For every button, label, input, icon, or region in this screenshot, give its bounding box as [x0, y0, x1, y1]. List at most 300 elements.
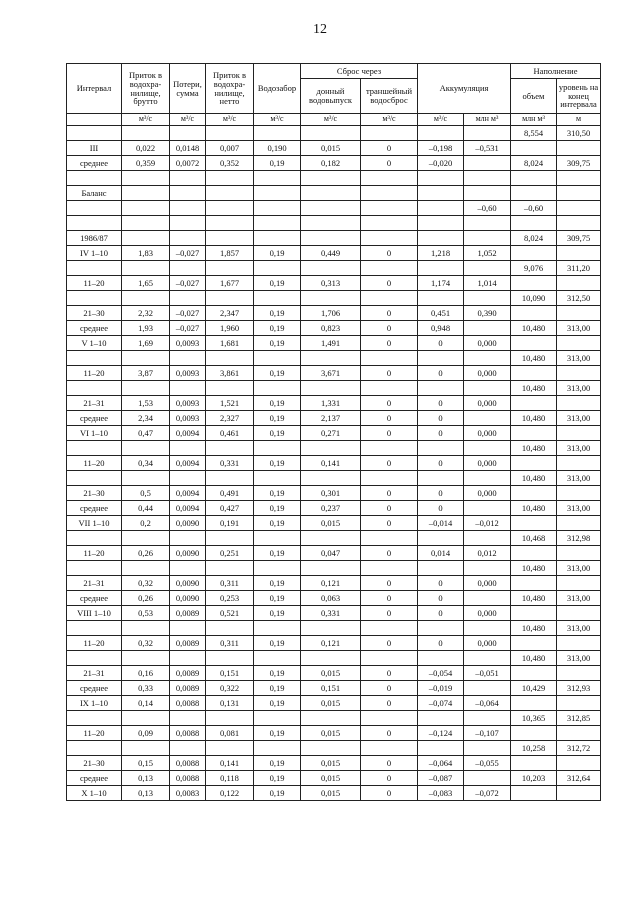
value-cell: 1,857	[206, 246, 254, 261]
value-cell: 0,427	[206, 501, 254, 516]
value-cell	[511, 276, 557, 291]
unit-cell: м³/с	[122, 114, 170, 126]
value-cell	[206, 651, 254, 666]
interval-cell: VI 1–10	[67, 426, 122, 441]
value-cell	[511, 606, 557, 621]
value-cell: 0,015	[301, 666, 361, 681]
value-cell: 312,85	[557, 711, 601, 726]
unit-cell-empty	[67, 114, 122, 126]
value-cell: 0,32	[122, 576, 170, 591]
table-row	[67, 756, 601, 771]
unit-cell: м	[557, 114, 601, 126]
value-cell	[301, 126, 361, 141]
value-cell	[464, 771, 511, 786]
value-cell: –0,074	[418, 696, 464, 711]
value-cell	[464, 351, 511, 366]
value-cell	[557, 546, 601, 561]
value-cell	[122, 231, 170, 246]
value-cell	[254, 261, 301, 276]
value-cell: 313,00	[557, 381, 601, 396]
value-cell: 0	[418, 576, 464, 591]
interval-cell	[67, 381, 122, 396]
value-cell: 10,480	[511, 501, 557, 516]
value-cell	[206, 126, 254, 141]
value-cell: 313,00	[557, 591, 601, 606]
value-cell: 0,190	[254, 141, 301, 156]
interval-cell: 1986/87	[67, 231, 122, 246]
value-cell: 0,19	[254, 156, 301, 171]
value-cell	[557, 606, 601, 621]
value-cell: 1,218	[418, 246, 464, 261]
value-cell: 0,253	[206, 591, 254, 606]
header-intake: Водозабор	[254, 64, 301, 114]
value-cell: 0,015	[301, 696, 361, 711]
value-cell	[122, 261, 170, 276]
table-row	[67, 366, 601, 381]
value-cell: 0,13	[122, 771, 170, 786]
value-cell	[254, 351, 301, 366]
value-cell: 0,0088	[170, 726, 206, 741]
value-cell	[418, 216, 464, 231]
value-cell: 0	[418, 486, 464, 501]
value-cell: 0	[361, 306, 418, 321]
value-cell: 0,15	[122, 756, 170, 771]
interval-cell: 21–31	[67, 666, 122, 681]
value-cell: 0,19	[254, 636, 301, 651]
value-cell: 0	[361, 786, 418, 801]
value-cell	[557, 456, 601, 471]
value-cell: 0	[361, 636, 418, 651]
header-level-end: уровень на конец интервала	[557, 79, 601, 114]
table-row	[67, 771, 601, 786]
table-row	[67, 141, 601, 156]
value-cell: 1,677	[206, 276, 254, 291]
value-cell: 0,0148	[170, 141, 206, 156]
value-cell: 0,19	[254, 786, 301, 801]
value-cell: 0,19	[254, 246, 301, 261]
value-cell	[511, 426, 557, 441]
interval-cell: V 1–10	[67, 336, 122, 351]
value-cell: 8,024	[511, 156, 557, 171]
value-cell	[557, 366, 601, 381]
value-cell	[122, 381, 170, 396]
value-cell	[301, 261, 361, 276]
value-cell: 0,19	[254, 426, 301, 441]
interval-cell: Баланс	[67, 186, 122, 201]
value-cell: 0,022	[122, 141, 170, 156]
value-cell	[254, 291, 301, 306]
value-cell	[361, 471, 418, 486]
value-cell	[464, 561, 511, 576]
value-cell: 313,00	[557, 411, 601, 426]
value-cell	[254, 471, 301, 486]
value-cell	[206, 711, 254, 726]
value-cell: 313,00	[557, 501, 601, 516]
value-cell	[511, 696, 557, 711]
table-row	[67, 591, 601, 606]
value-cell	[464, 171, 511, 186]
value-cell	[254, 201, 301, 216]
value-cell: 1,331	[301, 396, 361, 411]
value-cell: 0,0094	[170, 486, 206, 501]
table-row	[67, 651, 601, 666]
value-cell	[254, 216, 301, 231]
value-cell: 0	[361, 456, 418, 471]
value-cell: 0,0090	[170, 591, 206, 606]
value-cell	[206, 621, 254, 636]
value-cell	[557, 171, 601, 186]
value-cell: 0,271	[301, 426, 361, 441]
value-cell: 0,359	[122, 156, 170, 171]
value-cell: 0,19	[254, 501, 301, 516]
value-cell	[206, 261, 254, 276]
value-cell: 313,00	[557, 321, 601, 336]
value-cell: 313,00	[557, 351, 601, 366]
value-cell: 0,014	[418, 546, 464, 561]
table-row	[67, 426, 601, 441]
header-inflow-net: Приток в водохра-нилище, нетто	[206, 64, 254, 114]
value-cell	[170, 351, 206, 366]
value-cell	[170, 126, 206, 141]
value-cell: 0,015	[301, 726, 361, 741]
value-cell: 0,0093	[170, 366, 206, 381]
value-cell: 0,0090	[170, 576, 206, 591]
value-cell	[301, 171, 361, 186]
value-cell	[464, 741, 511, 756]
value-cell	[122, 471, 170, 486]
value-cell: –0,064	[418, 756, 464, 771]
table-row	[67, 336, 601, 351]
value-cell: 0,081	[206, 726, 254, 741]
table-row	[67, 501, 601, 516]
value-cell: 0,301	[301, 486, 361, 501]
value-cell	[254, 711, 301, 726]
interval-cell: 11–20	[67, 276, 122, 291]
value-cell	[301, 441, 361, 456]
value-cell: –0,051	[464, 666, 511, 681]
value-cell: 0	[361, 336, 418, 351]
value-cell	[170, 171, 206, 186]
interval-cell	[67, 711, 122, 726]
value-cell	[170, 231, 206, 246]
value-cell	[557, 756, 601, 771]
value-cell	[511, 516, 557, 531]
value-cell: 0	[361, 591, 418, 606]
value-cell	[418, 126, 464, 141]
value-cell: 0,000	[464, 606, 511, 621]
value-cell	[464, 621, 511, 636]
table-row	[67, 711, 601, 726]
value-cell: 313,00	[557, 441, 601, 456]
table-row	[67, 786, 601, 801]
value-cell: –0,124	[418, 726, 464, 741]
value-cell	[206, 291, 254, 306]
value-cell	[170, 711, 206, 726]
value-cell: 10,480	[511, 591, 557, 606]
value-cell: 0,19	[254, 681, 301, 696]
value-cell	[557, 636, 601, 651]
value-cell: –0,107	[464, 726, 511, 741]
value-cell: 0,122	[206, 786, 254, 801]
table-row	[67, 381, 601, 396]
value-cell	[361, 231, 418, 246]
value-cell	[361, 741, 418, 756]
interval-cell: среднее	[67, 156, 122, 171]
value-cell: 0	[418, 426, 464, 441]
value-cell	[361, 171, 418, 186]
interval-cell: 21–30	[67, 486, 122, 501]
value-cell: 0	[361, 156, 418, 171]
value-cell	[557, 426, 601, 441]
value-cell	[557, 186, 601, 201]
value-cell: 309,75	[557, 156, 601, 171]
value-cell	[464, 216, 511, 231]
value-cell: 8,554	[511, 126, 557, 141]
value-cell	[122, 441, 170, 456]
table-row	[67, 276, 601, 291]
value-cell: 0,0094	[170, 426, 206, 441]
value-cell: 0,26	[122, 546, 170, 561]
value-cell	[361, 126, 418, 141]
unit-cell: м³/с	[170, 114, 206, 126]
value-cell	[361, 711, 418, 726]
value-cell: 2,34	[122, 411, 170, 426]
value-cell: 0,0088	[170, 696, 206, 711]
value-cell: 1,53	[122, 396, 170, 411]
value-cell	[254, 381, 301, 396]
value-cell: 10,480	[511, 381, 557, 396]
value-cell: 0,823	[301, 321, 361, 336]
value-cell	[170, 186, 206, 201]
value-cell: 0,237	[301, 501, 361, 516]
value-cell: 1,69	[122, 336, 170, 351]
table-row	[67, 411, 601, 426]
value-cell: 0,19	[254, 366, 301, 381]
value-cell: 0,461	[206, 426, 254, 441]
value-cell: 1,706	[301, 306, 361, 321]
value-cell	[464, 711, 511, 726]
value-cell	[122, 291, 170, 306]
value-cell: 10,365	[511, 711, 557, 726]
value-cell: 0,0083	[170, 786, 206, 801]
value-cell	[511, 396, 557, 411]
interval-cell: VIII 1–10	[67, 606, 122, 621]
value-cell	[418, 291, 464, 306]
value-cell: 0	[418, 606, 464, 621]
value-cell: 0,000	[464, 486, 511, 501]
value-cell: 0,352	[206, 156, 254, 171]
value-cell: –0,60	[511, 201, 557, 216]
value-cell	[557, 666, 601, 681]
value-cell: 0,491	[206, 486, 254, 501]
interval-cell: среднее	[67, 411, 122, 426]
interval-cell: IV 1–10	[67, 246, 122, 261]
value-cell: 0	[361, 681, 418, 696]
value-cell	[511, 666, 557, 681]
value-cell: 310,50	[557, 126, 601, 141]
value-cell: 0,13	[122, 786, 170, 801]
value-cell: 0,19	[254, 411, 301, 426]
value-cell	[122, 216, 170, 231]
value-cell: –0,055	[464, 756, 511, 771]
value-cell: –0,027	[170, 276, 206, 291]
value-cell: 0	[418, 636, 464, 651]
value-cell	[464, 471, 511, 486]
interval-cell: среднее	[67, 771, 122, 786]
table-row	[67, 576, 601, 591]
value-cell: 0,44	[122, 501, 170, 516]
value-cell: 0,19	[254, 306, 301, 321]
value-cell	[511, 756, 557, 771]
value-cell	[301, 216, 361, 231]
value-cell	[557, 696, 601, 711]
value-cell: 0,0089	[170, 666, 206, 681]
value-cell: 0,19	[254, 666, 301, 681]
value-cell: 0,251	[206, 546, 254, 561]
value-cell: –0,027	[170, 306, 206, 321]
value-cell	[301, 381, 361, 396]
interval-cell: среднее	[67, 681, 122, 696]
value-cell: 0	[418, 396, 464, 411]
value-cell: 1,014	[464, 276, 511, 291]
interval-cell: X 1–10	[67, 786, 122, 801]
value-cell: 0,0088	[170, 771, 206, 786]
value-cell: 0	[361, 366, 418, 381]
header-interval: Интервал	[67, 64, 122, 114]
value-cell: 0,0093	[170, 396, 206, 411]
value-cell: –0,083	[418, 786, 464, 801]
table-row	[67, 156, 601, 171]
value-cell: 1,93	[122, 321, 170, 336]
value-cell	[361, 201, 418, 216]
interval-cell	[67, 261, 122, 276]
value-cell: 0	[361, 756, 418, 771]
value-cell: 3,861	[206, 366, 254, 381]
value-cell	[301, 651, 361, 666]
value-cell	[418, 351, 464, 366]
interval-cell	[67, 351, 122, 366]
table-row	[67, 561, 601, 576]
value-cell	[511, 306, 557, 321]
value-cell: 1,83	[122, 246, 170, 261]
value-cell	[206, 441, 254, 456]
value-cell: –0,087	[418, 771, 464, 786]
value-cell	[557, 576, 601, 591]
value-cell	[122, 621, 170, 636]
value-cell: 0,19	[254, 486, 301, 501]
table-row	[67, 171, 601, 186]
value-cell	[511, 366, 557, 381]
value-cell: 10,480	[511, 441, 557, 456]
value-cell	[301, 741, 361, 756]
value-cell	[418, 621, 464, 636]
table-row	[67, 246, 601, 261]
value-cell	[464, 261, 511, 276]
value-cell	[122, 711, 170, 726]
value-cell	[361, 216, 418, 231]
value-cell: 313,00	[557, 471, 601, 486]
value-cell: 0,47	[122, 426, 170, 441]
value-cell: 0	[361, 501, 418, 516]
table-row	[67, 726, 601, 741]
value-cell: 0	[361, 696, 418, 711]
value-cell: 0,19	[254, 396, 301, 411]
header-inflow-gross: Приток в водохра-нилище, брутто	[122, 64, 170, 114]
value-cell	[464, 381, 511, 396]
value-cell	[301, 351, 361, 366]
value-cell: 0	[361, 321, 418, 336]
table-row	[67, 306, 601, 321]
value-cell: 0,322	[206, 681, 254, 696]
value-cell	[206, 201, 254, 216]
value-cell	[511, 576, 557, 591]
value-cell: 0,0089	[170, 606, 206, 621]
value-cell: 0,53	[122, 606, 170, 621]
value-cell	[254, 531, 301, 546]
value-cell	[206, 471, 254, 486]
value-cell: 10,480	[511, 471, 557, 486]
table-row	[67, 321, 601, 336]
interval-cell: 21–31	[67, 396, 122, 411]
value-cell	[418, 561, 464, 576]
value-cell	[464, 411, 511, 426]
value-cell	[418, 741, 464, 756]
value-cell	[464, 321, 511, 336]
value-cell: –0,531	[464, 141, 511, 156]
value-cell	[170, 201, 206, 216]
value-cell	[206, 216, 254, 231]
value-cell	[301, 531, 361, 546]
value-cell	[511, 546, 557, 561]
value-cell: 0,015	[301, 771, 361, 786]
value-cell	[418, 441, 464, 456]
header-spillway: траншейный водосброс	[361, 79, 418, 114]
value-cell: 0,0094	[170, 456, 206, 471]
value-cell: 10,468	[511, 531, 557, 546]
unit-cell: м³/с	[418, 114, 464, 126]
value-cell: –0,072	[464, 786, 511, 801]
interval-cell: 11–20	[67, 366, 122, 381]
value-cell: 0	[418, 591, 464, 606]
unit-cell: м³/с	[254, 114, 301, 126]
value-cell	[464, 651, 511, 666]
value-cell: 0,015	[301, 516, 361, 531]
interval-cell	[67, 621, 122, 636]
header-filling-group: Наполнение	[511, 64, 601, 79]
value-cell	[511, 726, 557, 741]
value-cell: 0	[361, 726, 418, 741]
header-bottom-outlet: донный водовыпуск	[301, 79, 361, 114]
value-cell: –0,054	[418, 666, 464, 681]
value-cell: 0,151	[206, 666, 254, 681]
value-cell	[464, 681, 511, 696]
header-discharge-group: Сброс через	[301, 64, 418, 79]
value-cell	[464, 501, 511, 516]
value-cell	[254, 126, 301, 141]
value-cell: 0,19	[254, 771, 301, 786]
value-cell: 0,007	[206, 141, 254, 156]
value-cell	[557, 141, 601, 156]
value-cell: 0,131	[206, 696, 254, 711]
value-cell	[557, 396, 601, 411]
value-cell	[511, 486, 557, 501]
value-cell: 0,000	[464, 426, 511, 441]
value-cell	[170, 651, 206, 666]
value-cell	[557, 276, 601, 291]
value-cell: 0,313	[301, 276, 361, 291]
interval-cell	[67, 471, 122, 486]
value-cell: 0,09	[122, 726, 170, 741]
